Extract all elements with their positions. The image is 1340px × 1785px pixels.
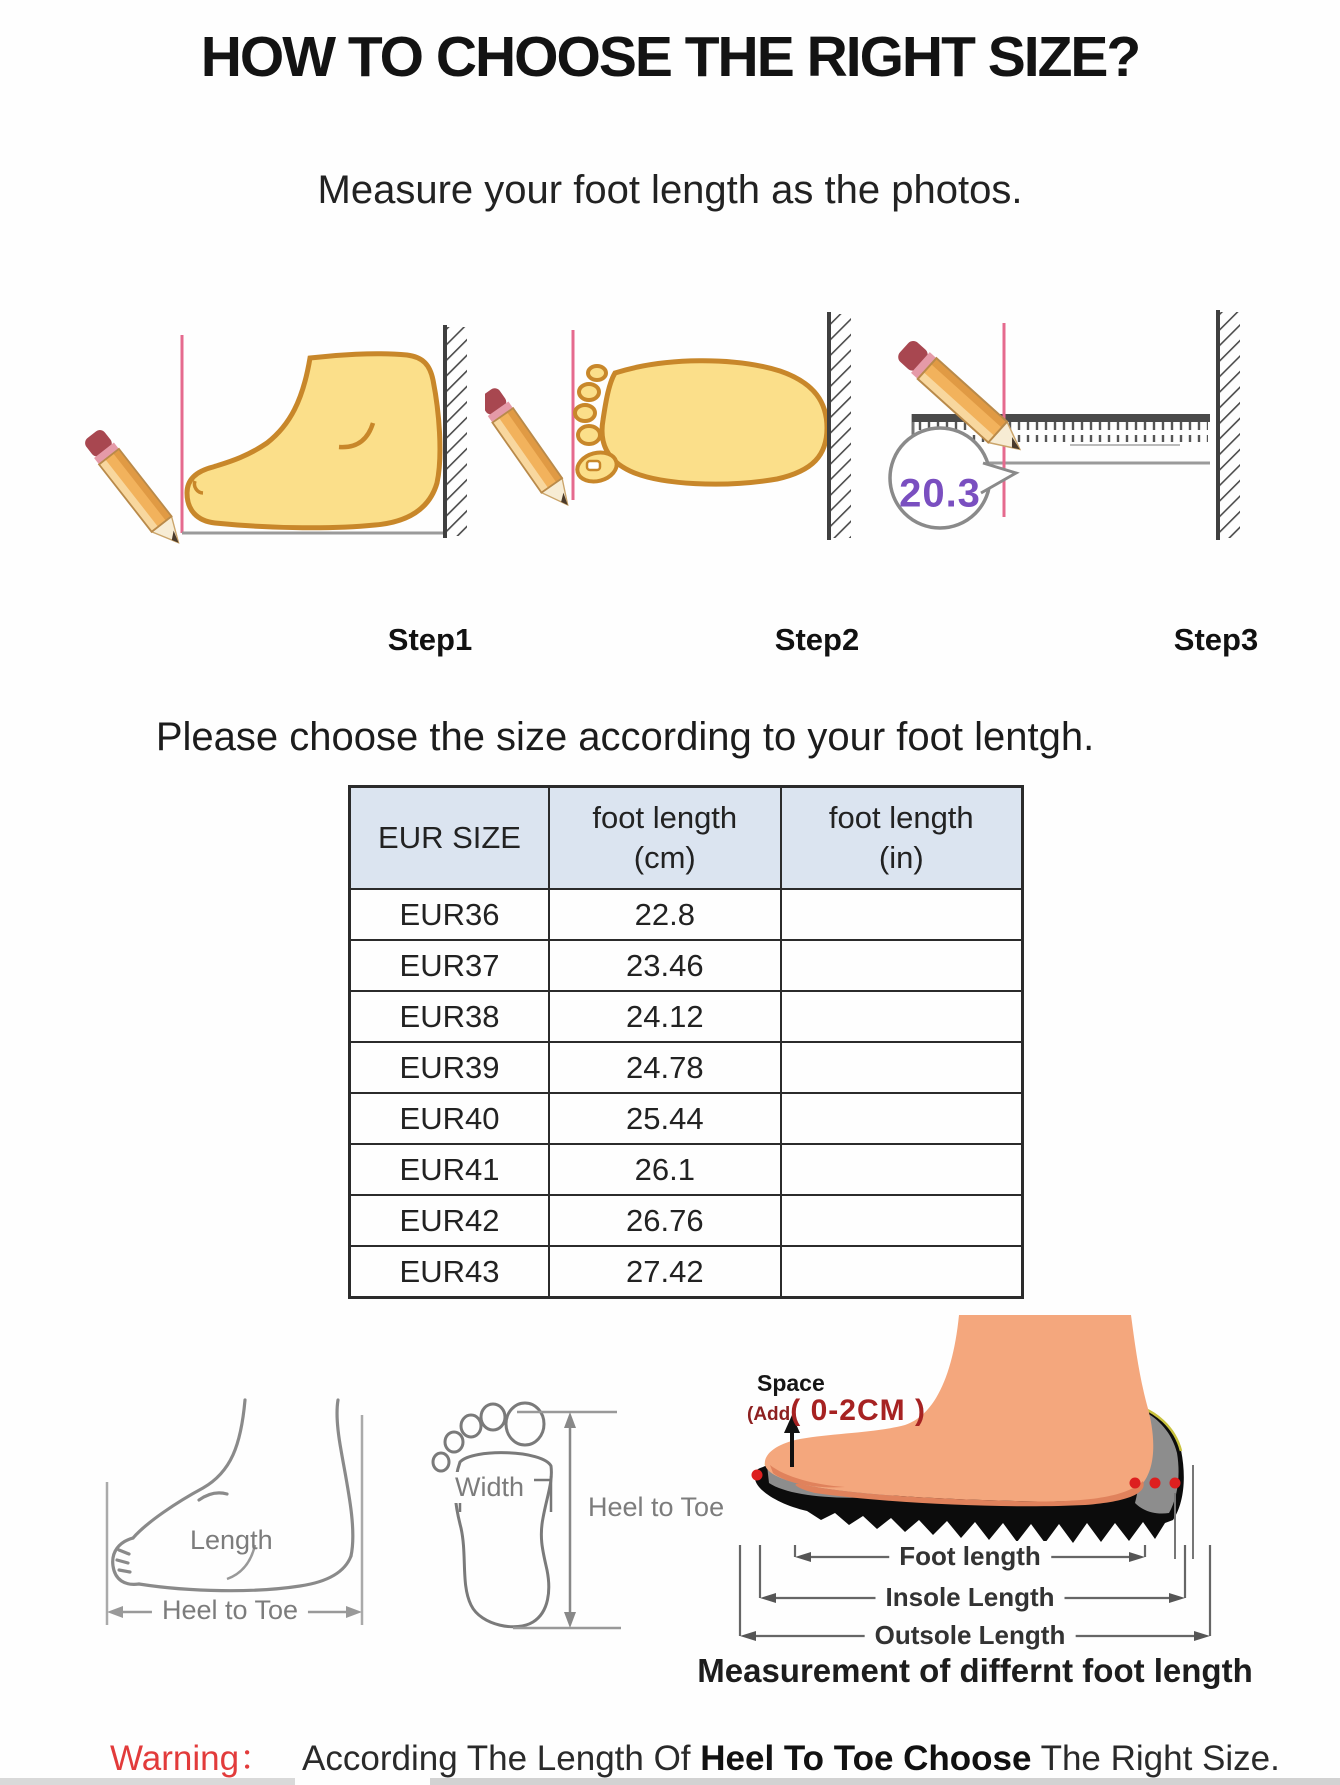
- step3-ruler-illustration: [880, 295, 1260, 565]
- page-title: HOW TO CHOOSE THE RIGHT SIZE?: [200, 25, 1140, 89]
- length-label: Length: [190, 1525, 273, 1555]
- header-foot-length-in: foot length (in): [781, 787, 1023, 890]
- toe-marker-dot: [752, 1470, 763, 1481]
- step1-foot-side-illustration: [75, 295, 475, 560]
- warning-label: Warning：: [110, 1739, 275, 1778]
- bottom-divider-left: [0, 1778, 295, 1785]
- table-row: EUR42 26.76: [350, 1195, 1023, 1246]
- step1-label: Step1: [387, 622, 473, 657]
- diagram-caption: Measurement of differnt foot length: [697, 1652, 1253, 1689]
- step3-label: Step3: [1173, 622, 1259, 657]
- space-label: Space: [757, 1370, 825, 1396]
- bottom-divider-right: [430, 1778, 1340, 1785]
- foot-length-label: Foot length: [889, 1541, 1051, 1572]
- table-row: EUR36 22.8: [350, 889, 1023, 940]
- size-table: [348, 785, 1024, 1299]
- wall-hatching: [831, 314, 851, 538]
- table-row: EUR41 26.1: [350, 1144, 1023, 1195]
- foot-top-shape: [602, 361, 827, 484]
- wall-hatching: [1220, 312, 1240, 538]
- table-row: EUR43 27.42: [350, 1246, 1023, 1298]
- size-table-header-row: [350, 787, 1023, 890]
- pencil-icon: [82, 427, 187, 552]
- header-foot-length-cm: foot length (cm): [549, 787, 781, 890]
- foot-side-shape: [187, 354, 440, 528]
- page-subtitle: Measure your foot length as the photos.: [317, 168, 1023, 212]
- measured-length-value: 20.3: [899, 471, 981, 516]
- heel-to-toe-right-label: Heel to Toe: [588, 1492, 725, 1522]
- table-row: EUR38 24.12: [350, 991, 1023, 1042]
- wall-hatching: [447, 327, 467, 536]
- foot-on-sole-illustration: [735, 1315, 1240, 1560]
- pencil-icon: [485, 385, 577, 513]
- outsole-length-label: Outsole Length: [865, 1620, 1076, 1651]
- warning-text: Warning： According The Length Of Heel To Toe Choose The Right Size.: [110, 1739, 1280, 1778]
- table-row: EUR37 23.46: [350, 940, 1023, 991]
- step2-foot-top-illustration: [485, 295, 855, 560]
- width-label: Width: [445, 1472, 534, 1503]
- space-add-range: (Add( 0-2CM ): [747, 1394, 926, 1427]
- header-eur-size: EUR SIZE: [350, 787, 550, 890]
- step2-label: Step2: [774, 622, 860, 657]
- table-intro-text: Please choose the size according to your foot lentgh.: [155, 715, 1095, 759]
- table-row: EUR40 25.44: [350, 1093, 1023, 1144]
- heel-to-toe-label: Heel to Toe: [152, 1595, 308, 1626]
- insole-length-label: Insole Length: [876, 1582, 1065, 1613]
- table-row: EUR39 24.78: [350, 1042, 1023, 1093]
